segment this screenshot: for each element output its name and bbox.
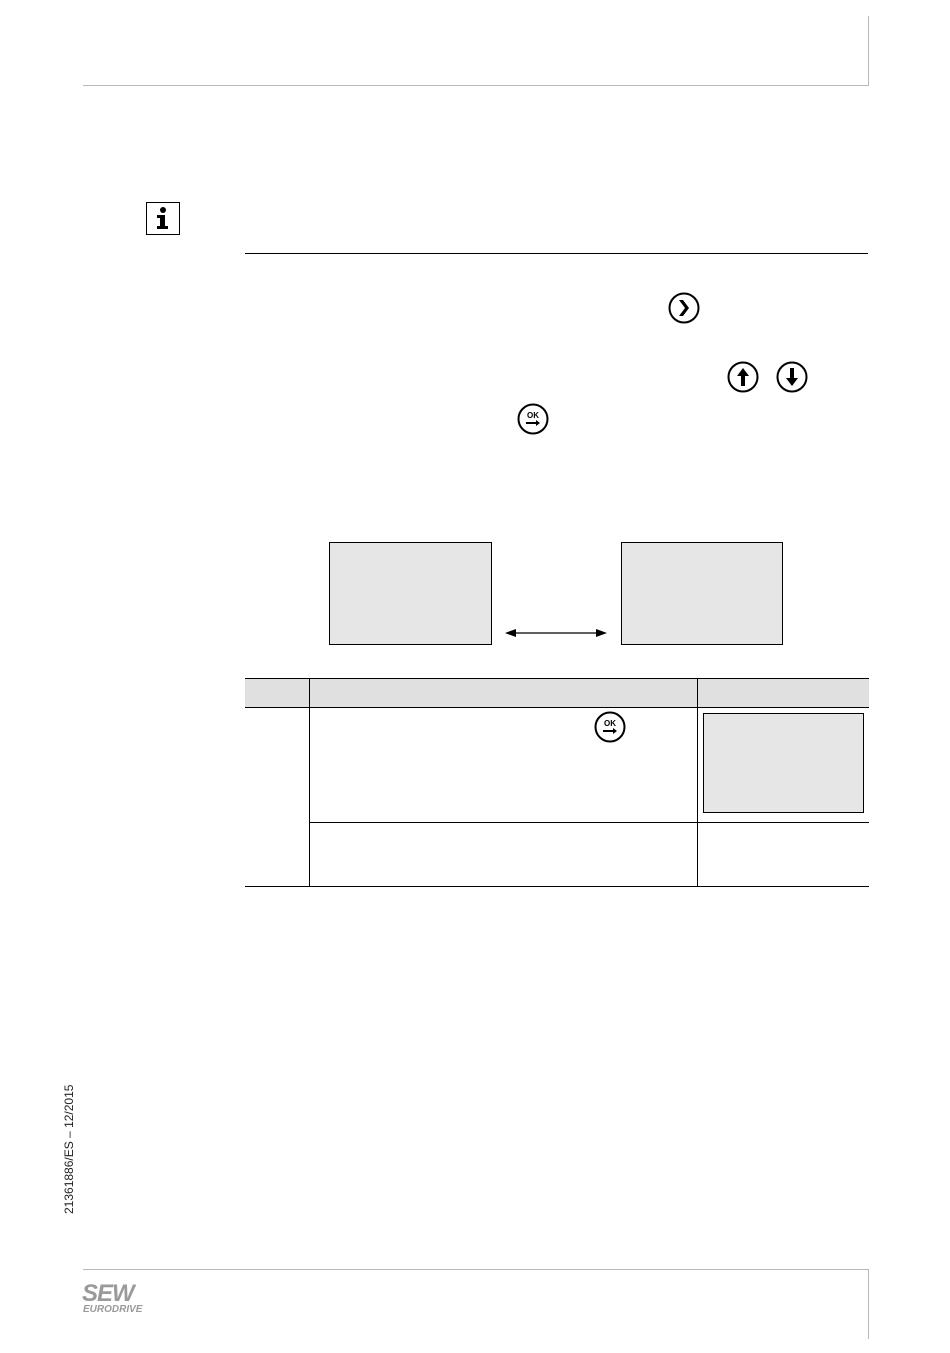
ok-key-label: OK [527, 411, 539, 420]
brand-logo-subtitle: EURODRIVE [83, 1304, 143, 1315]
next-key-icon [668, 292, 700, 324]
info-icon [146, 202, 180, 235]
ok-key-icon [517, 403, 549, 435]
bidirectional-arrow-icon [503, 625, 609, 641]
action-cell [309, 708, 697, 823]
info-section-rule [245, 253, 868, 254]
ok-key-label: OK [603, 719, 616, 728]
header-right-rule [868, 16, 869, 85]
display-cell [697, 823, 869, 887]
header-cell-action [309, 679, 697, 708]
display-screen-right [621, 542, 783, 645]
table-row [245, 708, 869, 823]
display-screen-left [329, 542, 492, 645]
down-arrow-key-icon [776, 361, 808, 393]
footer-rule [83, 1269, 869, 1270]
brand-logo: SEW [82, 1280, 134, 1307]
step-number-cell [245, 708, 309, 887]
header-cell-display [697, 679, 869, 708]
steps-table [245, 678, 869, 887]
table-row [245, 823, 869, 887]
table-header-row [245, 679, 869, 708]
header-rule [83, 85, 869, 86]
up-arrow-key-icon [727, 361, 759, 393]
document-id: 21361886/ES – 12/2015 [62, 1084, 76, 1214]
display-screen-table [703, 713, 864, 813]
header-cell-step [245, 679, 309, 708]
footer-right-rule [868, 1269, 869, 1339]
ok-key-icon [594, 711, 626, 743]
action-cell [309, 823, 697, 887]
display-cell [697, 708, 869, 823]
